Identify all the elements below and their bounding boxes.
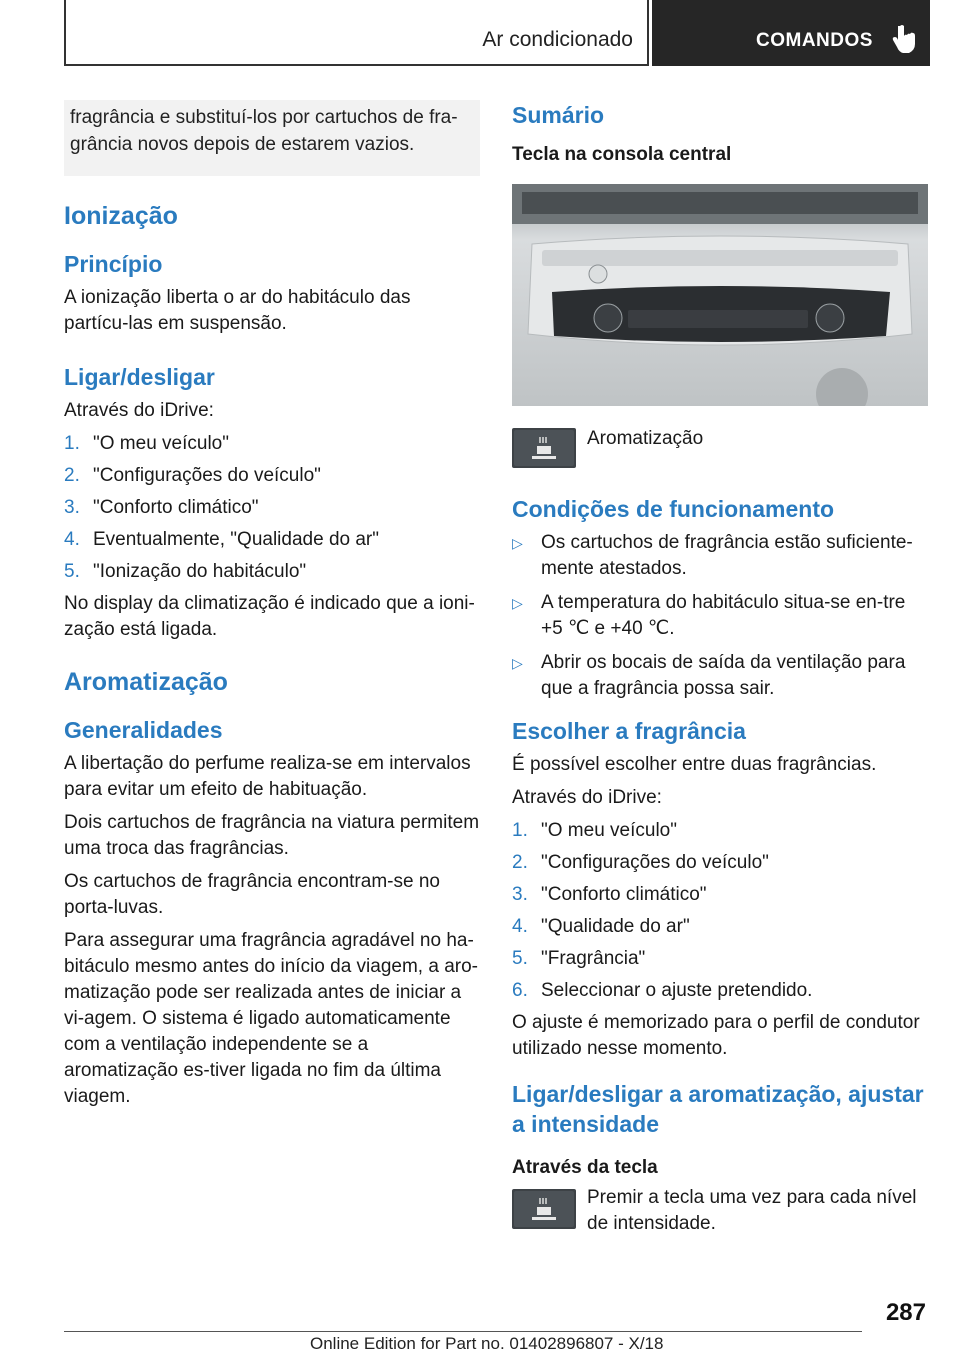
left-column	[64, 100, 480, 1117]
footer-divider	[64, 1331, 862, 1332]
key-row-intensidade	[512, 1185, 928, 1237]
list-item: 3. "Conforto climático"	[64, 497, 259, 518]
chapter-name: COMANDOS	[756, 30, 873, 51]
generalidades-p2: Dois cartuchos de fragrância na viatura permitem uma troca das fragrâncias.	[64, 812, 480, 859]
memo-text: O ajuste é memorizado para o perfil de condutor utilizado nesse momento.	[512, 1012, 920, 1059]
ionizacao-heading: Ionização	[64, 202, 178, 230]
list-item: 3. "Conforto climático"	[512, 884, 707, 905]
list-item: 2. "Configurações do veículo"	[512, 852, 769, 873]
intensidade-heading: Ligar/desligar a aromatização, ajustar a intensidade	[512, 1081, 924, 1137]
ionizacao-steps	[64, 431, 480, 585]
condicoes-list	[512, 530, 928, 702]
note-box	[64, 100, 480, 176]
list-item: 6. Seleccionar o ajuste pretendido.	[512, 980, 813, 1001]
list-item: ▷ Os cartuchos de fragrância estão suficiente-mente atestados.	[512, 532, 913, 579]
page-number: 287	[885, 1299, 926, 1326]
list-item: 1. "O meu veículo"	[512, 820, 677, 841]
climate-panel-photo	[512, 184, 928, 406]
triangle-right-icon: ▷	[512, 535, 523, 551]
note-text: fragrância e substituí-los por cartuchos de fra-grância novos depois de estarem vazios.	[70, 107, 458, 155]
generalidades-p1: A libertação do perfume realiza-se em intervalos para evitar um efeito de habituação.	[64, 753, 471, 800]
aromatizacao-heading: Aromatização	[64, 668, 228, 696]
principio-heading: Princípio	[64, 251, 163, 277]
list-item: ▷ A temperatura do habitáculo situa-se en-tre +5 ℃ e +40 ℃.	[512, 592, 906, 639]
principio-text: A ionização liberta o ar do habitáculo das partícu-las em suspensão.	[64, 287, 411, 334]
fragrancia-steps	[512, 818, 928, 1004]
display-note: No display da climatização é indicado que a ioni-zação está ligada.	[64, 593, 475, 640]
triangle-right-icon: ▷	[512, 655, 523, 671]
right-column	[512, 100, 928, 1261]
tecla-heading: Tecla na consola central	[512, 144, 732, 165]
hand-pointer-icon	[892, 24, 918, 54]
list-item: ▷ Abrir os bocais de saída da ventilação para que a fragrância possa sair.	[512, 652, 906, 699]
list-item: 4. Eventualmente, "Qualidade do ar"	[64, 529, 380, 550]
list-item: 4. "Qualidade do ar"	[512, 916, 690, 937]
edition-text: Online Edition for Part no. 01402896807 - X/18	[310, 1334, 664, 1353]
section-name: Ar condicionado	[482, 28, 633, 51]
generalidades-p3: Os cartuchos de fragrância encontram-se no porta-luvas.	[64, 871, 440, 918]
list-item: 1. "O meu veículo"	[64, 433, 229, 454]
list-item: 2. "Configurações do veículo"	[64, 465, 321, 486]
idrive-intro-right: Através do iDrive:	[512, 787, 662, 808]
fragrance-key-icon	[512, 1189, 576, 1229]
ligar-desligar-heading: Ligar/desligar	[64, 364, 215, 390]
premir-text: Premir a tecla uma vez para cada nível de intensidade.	[587, 1187, 917, 1234]
generalidades-p4: Para assegurar uma fragrância agradável no ha-bitáculo mesmo antes do início da viagem, a aro-matização pode ser realizada antes de iniciar a vi-agem. O sistema é ligado automaticamente com a ventilação independente se a aromatização es-tiver ligada no fim da última viagem.	[64, 930, 478, 1107]
generalidades-heading: Generalidades	[64, 717, 223, 743]
key-row-aromatizacao	[512, 426, 928, 470]
key-label: Aromatização	[587, 428, 704, 449]
via-tecla-heading: Através da tecla	[512, 1157, 658, 1178]
sumario-heading: Sumário	[512, 102, 605, 128]
list-item: 5. "Fragrância"	[512, 948, 646, 969]
header-section-box	[64, 0, 649, 66]
page-header	[64, 0, 930, 66]
escolher-heading: Escolher a fragrância	[512, 718, 746, 744]
idrive-intro: Através do iDrive:	[64, 400, 214, 421]
list-item: 5. "Ionização do habitáculo"	[64, 561, 307, 582]
triangle-right-icon: ▷	[512, 595, 523, 611]
header-chapter-box	[652, 0, 930, 66]
fragrance-key-icon	[512, 428, 576, 468]
condicoes-heading: Condições de funcionamento	[512, 496, 835, 522]
escolher-text: É possível escolher entre duas fragrâncias.	[512, 754, 877, 775]
